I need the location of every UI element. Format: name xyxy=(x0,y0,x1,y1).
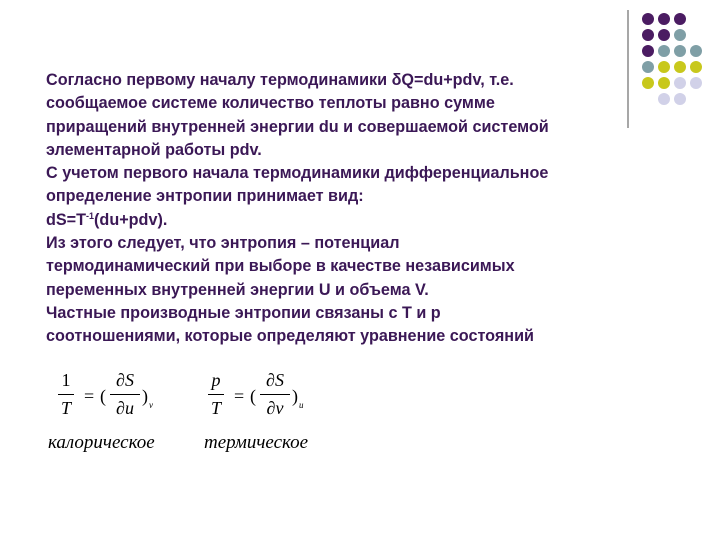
decorative-dot xyxy=(642,45,654,57)
open-paren: ( xyxy=(250,386,256,406)
lhs-fraction: p T xyxy=(208,370,224,419)
text-line: переменных внутренней энергии U и объема V. xyxy=(46,280,429,299)
caption-thermal: термическое xyxy=(204,432,309,453)
text-line: Согласно первому началу термодинамики δQ=du+pdv, т.е. xyxy=(46,71,514,89)
text-line: Из этого следует, что энтропия – потенциал xyxy=(46,234,400,253)
subscript: u xyxy=(299,400,304,410)
close-paren: ) xyxy=(142,386,148,406)
text-line: Частные производные энтропии связаны с T и p xyxy=(46,303,441,322)
partial-derivative: ∂S ∂v xyxy=(260,370,290,419)
subscript: v xyxy=(149,400,153,410)
decorative-dot xyxy=(642,29,654,41)
text-line: определение энтропии принимает вид: xyxy=(46,187,364,206)
decorative-dot xyxy=(690,45,702,57)
decorative-dot xyxy=(674,29,686,41)
open-paren: ( xyxy=(100,386,106,406)
text-line: сообщаемое системе количество теплоты равно сумме xyxy=(46,94,495,113)
equals-sign: = xyxy=(84,386,95,406)
exponent: -1 xyxy=(86,210,95,221)
lhs-fraction: 1 T xyxy=(58,370,74,419)
decorative-dot xyxy=(674,45,686,57)
entropy-definition-line: $dS=T^{-1}(du+pdv)$. xyxy=(46,210,168,229)
decorative-dot xyxy=(658,13,670,25)
caloric-formula xyxy=(58,370,178,430)
decorative-dot xyxy=(658,29,670,41)
text-line: элементарной работы pdv. xyxy=(46,140,262,159)
text-line: С учетом первого начала термодинамики дифференциальное xyxy=(46,164,549,183)
caption-caloric: калорическое xyxy=(48,432,155,453)
body-text xyxy=(46,69,706,349)
partial-derivative: ∂S ∂u xyxy=(110,370,140,419)
equals-sign: = xyxy=(234,386,245,406)
text-line: соотношениями, которые определяют уравнение состояний xyxy=(46,327,534,346)
text-line: приращений внутренней энергии du и совершаемой системой xyxy=(46,117,549,136)
decorative-dot xyxy=(658,45,670,57)
close-paren: ) xyxy=(292,386,298,406)
decorative-dot xyxy=(642,13,654,25)
thermal-formula xyxy=(208,370,328,430)
text-line: термодинамический при выборе в качестве независимых xyxy=(46,257,515,276)
decorative-dot xyxy=(674,13,686,25)
